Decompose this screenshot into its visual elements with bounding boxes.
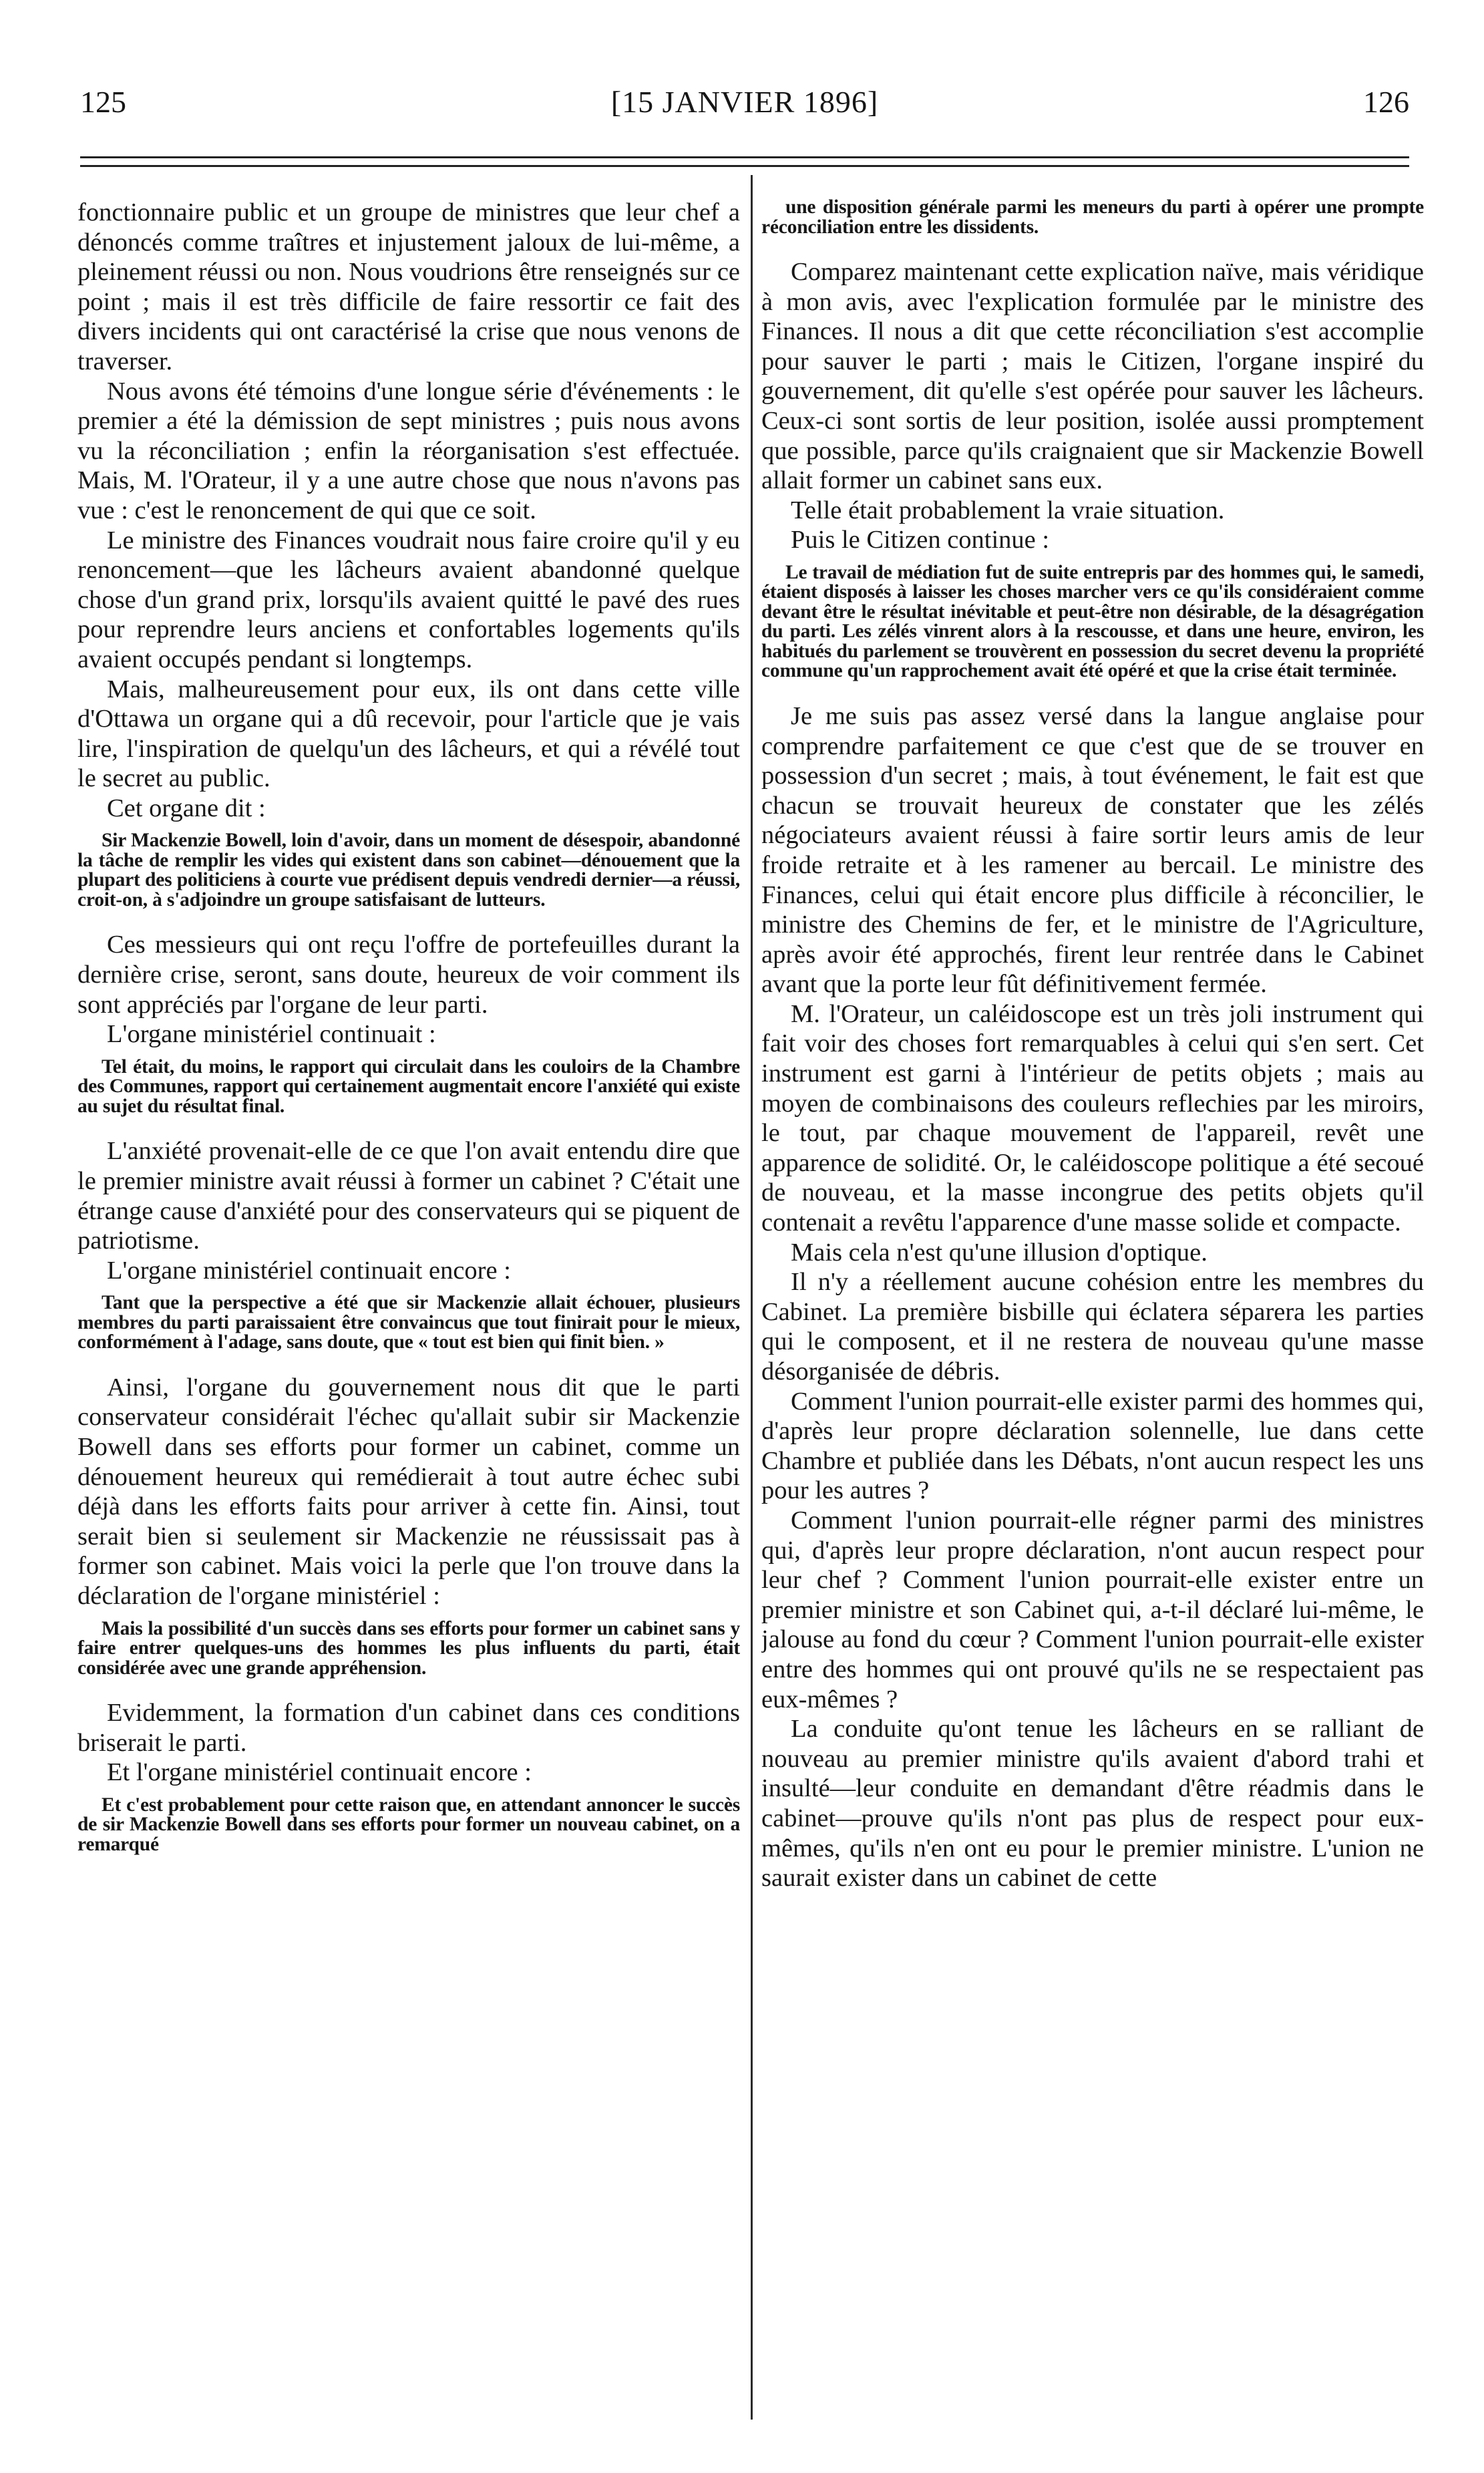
paragraph: L'organe ministériel continuait :: [107, 1020, 436, 1049]
paragraph: Comment l'union pourrait-elle exister parmi des hommes qui, d'après leur propre déclaration solennelle, lue dans cette Chambre et publiée dans les Débats, n'ont aucun respect les uns pour les autres ?: [761, 1387, 1424, 1505]
paragraph: Et l'organe ministériel continuait encore :: [107, 1758, 532, 1787]
block-quote: Tel était, du moins, le rapport qui circulait dans les couloirs de la Chambre des Communes, rapport qui certainement augmentait encore l'anxiété qui existe au sujet du résultat final.: [77, 1055, 740, 1117]
paragraph: Je me suis pas assez versé dans la langue anglaise pour comprendre parfaitement ce que c'est que de se trouver en possession d'un secret ; mais, à tout événement, le fait est que chacun se trouvait heureux de constater que les zélés négociateurs avaient réussi à faire sortir leurs amis de leur froide retraite et à les ramener au bercail. Le ministre des Finances, celui qui était encore plus difficile à réconcilier, le ministre des Chemins de fer, et le ministre de l'Agriculture, après avoir été approchés, firent leur rentrée dans le Cabinet avant que la porte leur fût définitivement fermée.: [761, 701, 1424, 999]
block-quote: une disposition générale parmi les meneurs du parti à opérer une prompte réconciliation entre les dissidents.: [761, 198, 1424, 238]
paragraph: L'anxiété provenait-elle de ce que l'on avait entendu dire que le premier ministre avait réussi à former un cabinet ? C'était une étrange cause d'anxiété pour des conservateurs qui se piquent de patriotisme.: [77, 1137, 740, 1255]
paragraph: L'organe ministériel continuait encore :: [107, 1256, 511, 1285]
left-column: [77, 198, 740, 2409]
paragraph: Comment l'union pourrait-elle régner parmi des ministres qui, d'après leur propre déclaration, n'ont aucun respect pour leur chef ? Comment l'union pourrait-elle exister entre un premier ministre et son Cabinet qui, a-t-il déclaré lui-même, le jalouse au fond du cœur ? Comment l'union pourrait-elle exister entre des hommes qui ont prouvé qu'ils ne se respectaient pas eux-mêmes ?: [761, 1506, 1424, 1713]
paragraph: Le ministre des Finances voudrait nous faire croire qu'il y eu renoncement—que les lâcheurs avaient abandonné quelque chose d'un grand prix, lorsqu'ils avaient quitté le pavé des rues pour reprendre leurs anciens et confortables logements qu'ils avaient occupés pendant si longtemps.: [77, 526, 740, 673]
block-quote: Le travail de médiation fut de suite entrepris par des hommes qui, le samedi, étaient disposés à laisser les choses marcher vers ce qu'ils considéraient comme devant être le résultat inévitable et peut-être non désirable, de la désagrégation du parti. Les zélés vinrent alors à la rescousse, et dans une heure, environ, les habitués du parlement se trouvèrent en possession du secret devenu la propriété commune qu'un rapprochement avait été opéré et que la crise était terminée.: [761, 561, 1424, 682]
paragraph: Mais, malheureusement pour eux, ils ont dans cette ville d'Ottawa un organe qui a dû recevoir, pour l'article que je vais lire, l'inspiration de quelqu'un des lâcheurs, et qui a révélé tout le secret au public.: [77, 675, 740, 793]
block-quote: Mais la possibilité d'un succès dans ses efforts pour former un cabinet sans y faire entrer quelques-uns des hommes les plus influents du parti, était considérée avec une grande appréhension.: [77, 1617, 740, 1679]
block-quote: Sir Mackenzie Bowell, loin d'avoir, dans un moment de désespoir, abandonné la tâche de remplir les vides qui existent dans son cabinet—dénouement que la plupart des politiciens à courte vue prédisent depuis vendredi dernier—a réussi, croit-on, à s'adjoindre un groupe satisfaisant de lutteurs.: [77, 830, 740, 911]
issue-date: [15 JANVIER 1896]: [610, 85, 879, 119]
paragraph: Cet organe dit :: [107, 794, 266, 822]
page-number-right: 126: [1363, 85, 1409, 119]
paragraph: Evidemment, la formation d'un cabinet dans ces conditions briserait le parti.: [77, 1699, 740, 1757]
paragraph: M. l'Orateur, un caléidoscope est un très joli instrument qui fait voir des choses fort remarquables à celui qui s'en sert. Cet instrument est garni à l'intérieur de petits objets ; mais au moyen de combinaisons des couleurs reflechies par les miroirs, le tout, par chaque mouvement de l'appareil, revêt une apparence de solidité. Or, le caléidoscope politique a été secoué de nouveau, et la masse incongrue des petits objets qu'il contenait a revêtu l'apparence d'une masse solide et compacte.: [761, 999, 1424, 1237]
paragraph: Mais cela n'est qu'une illusion d'optique.: [791, 1238, 1208, 1267]
page-header: [80, 79, 1409, 126]
paragraph: Nous avons été témoins d'une longue série d'événements : le premier a été la démission de sept ministres ; puis nous avons vu la réconciliation ; enfin la réorganisation s'est effectuée. Mais, M. l'Orateur, il y a une autre chose que nous n'avons pas vue : c'est le renoncement de qui que ce soit.: [77, 377, 740, 524]
column-divider: [751, 175, 753, 2420]
paragraph: fonctionnaire public et un groupe de ministres que leur chef a dénoncés comme traîtres et injustement jaloux de lui-même, a pleinement réussi ou non. Nous voudrions être renseignés sur ce point ; mais il est très difficile de faire ressortir ce fait des divers incidents qui ont caractérisé la crise que nous venons de traverser.: [77, 198, 740, 375]
paragraph: Ces messieurs qui ont reçu l'offre de portefeuilles durant la dernière crise, seront, sans doute, heureux de voir comment ils sont appréciés par l'organe de leur parti.: [77, 931, 740, 1019]
header-double-rule: [80, 156, 1409, 167]
paragraph: Puis le Citizen continue :: [791, 526, 1050, 554]
paragraph: La conduite qu'ont tenue les lâcheurs en se ralliant de nouveau au premier ministre qu'ils avaient d'abord trahi et insulté—leur conduite en demandant d'être réadmis dans le cabinet—prouve qu'ils n'ont pas plus de respect pour eux-mêmes, qu'ils n'en ont eu pour le premier ministre. L'union ne saurait exister dans un cabinet de cette: [761, 1715, 1424, 1892]
block-quote: Et c'est probablement pour cette raison que, en attendant annoncer le succès de sir Mackenzie Bowell dans ses efforts pour former un nouveau cabinet, on a remarqué: [77, 1794, 740, 1855]
block-quote: Tant que la perspective a été que sir Mackenzie allait échouer, plusieurs membres du parti paraissaient être convaincus que tout finirait pour le mieux, conformément à l'adage, sans doute, que « tout est bien qui finit bien. »: [77, 1292, 740, 1353]
right-column: [761, 198, 1424, 2409]
paragraph: Il n'y a réellement aucune cohésion entre les membres du Cabinet. La première bisbille qui éclatera séparera les parties qui le composent, et il ne restera de nouveau qu'une masse désorganisée de débris.: [761, 1268, 1424, 1385]
paragraph: Telle était probablement la vraie situation.: [791, 496, 1225, 524]
page-number-left: 125: [80, 85, 126, 119]
paragraph: Comparez maintenant cette explication naïve, mais véridique à mon avis, avec l'explication formulée par le ministre des Finances. Il nous a dit que cette réconciliation s'est accomplie pour sauver le parti ; mais le Citizen, l'organe inspiré du gouvernement, dit qu'elle s'est opérée pour sauver les lâcheurs. Ceux-ci sont sortis de leur position, isolée aussi promptement que possible, parce qu'ils craignaient que sir Mackenzie Bowell allait former un cabinet sans eux.: [761, 258, 1424, 495]
paragraph: Ainsi, l'organe du gouvernement nous dit que le parti conservateur considérait l'échec qu'allait subir sir Mackenzie Bowell dans ses efforts pour former un cabinet, comme un dénouement heureux qui remédierait à tout autre échec subi déjà dans les efforts faits pour arriver à cette fin. Ainsi, tout serait bien si seulement sir Mackenzie ne réussissait pas à former son cabinet. Mais voici la perle que l'on trouve dans la déclaration de l'organe ministériel :: [77, 1373, 740, 1610]
